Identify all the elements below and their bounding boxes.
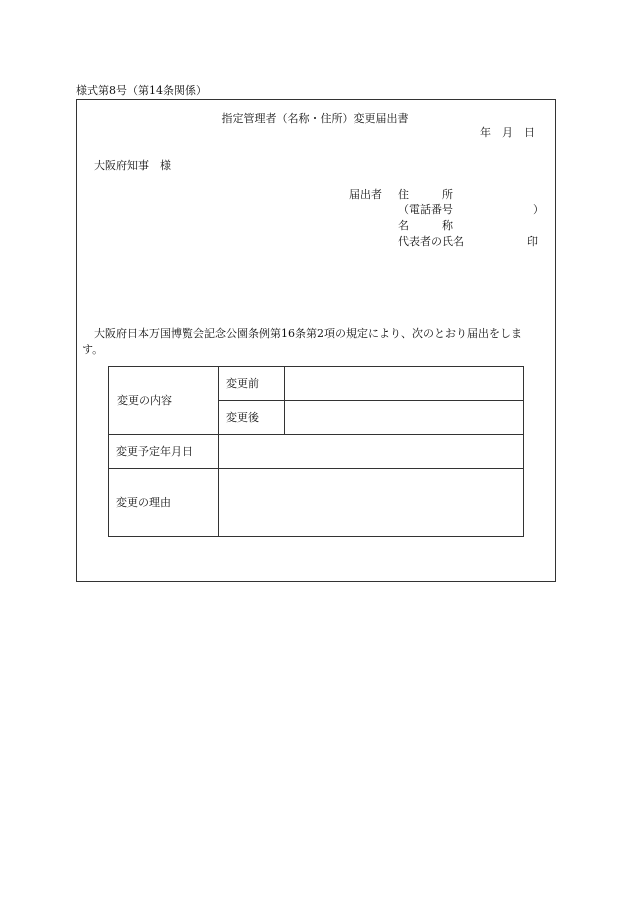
before-value-field[interactable] — [284, 366, 524, 401]
seal-mark: 印 — [527, 235, 538, 248]
after-label: 変更後 — [226, 411, 259, 424]
before-label-cell — [218, 366, 285, 401]
body-text-line-1: 大阪府日本万国博覧会記念公園条例第16条第2項の規定により、次のとおり届出をしま — [94, 327, 522, 340]
change-content-cell — [108, 366, 219, 435]
form-number: 様式第8号（第14条関係） — [76, 84, 207, 97]
before-label: 変更前 — [226, 377, 259, 390]
reason-label: 変更の理由 — [116, 496, 171, 509]
name-label: 名 称 — [398, 219, 453, 232]
notifier-label: 届出者 — [349, 188, 382, 201]
document-title: 指定管理者（名称・住所）変更届出書 — [221, 112, 409, 125]
body-text-line-2: す。 — [82, 343, 104, 356]
date-line: 年 月 日 — [480, 126, 535, 139]
phone-close: ） — [533, 203, 544, 216]
change-content-label: 変更の内容 — [117, 394, 172, 407]
representative-label: 代表者の氏名 — [398, 235, 464, 248]
reason-cell — [108, 468, 219, 537]
change-table — [108, 366, 524, 537]
after-value-field[interactable] — [284, 400, 524, 435]
after-label-cell — [218, 400, 285, 435]
scheduled-date-field[interactable] — [218, 434, 524, 469]
scheduled-date-label: 変更予定年月日 — [116, 445, 193, 458]
address-label: 住 所 — [398, 188, 453, 201]
phone-label: （電話番号 — [398, 203, 453, 216]
addressee: 大阪府知事 様 — [94, 159, 171, 172]
reason-field[interactable] — [218, 468, 524, 537]
scheduled-date-cell — [108, 434, 219, 469]
